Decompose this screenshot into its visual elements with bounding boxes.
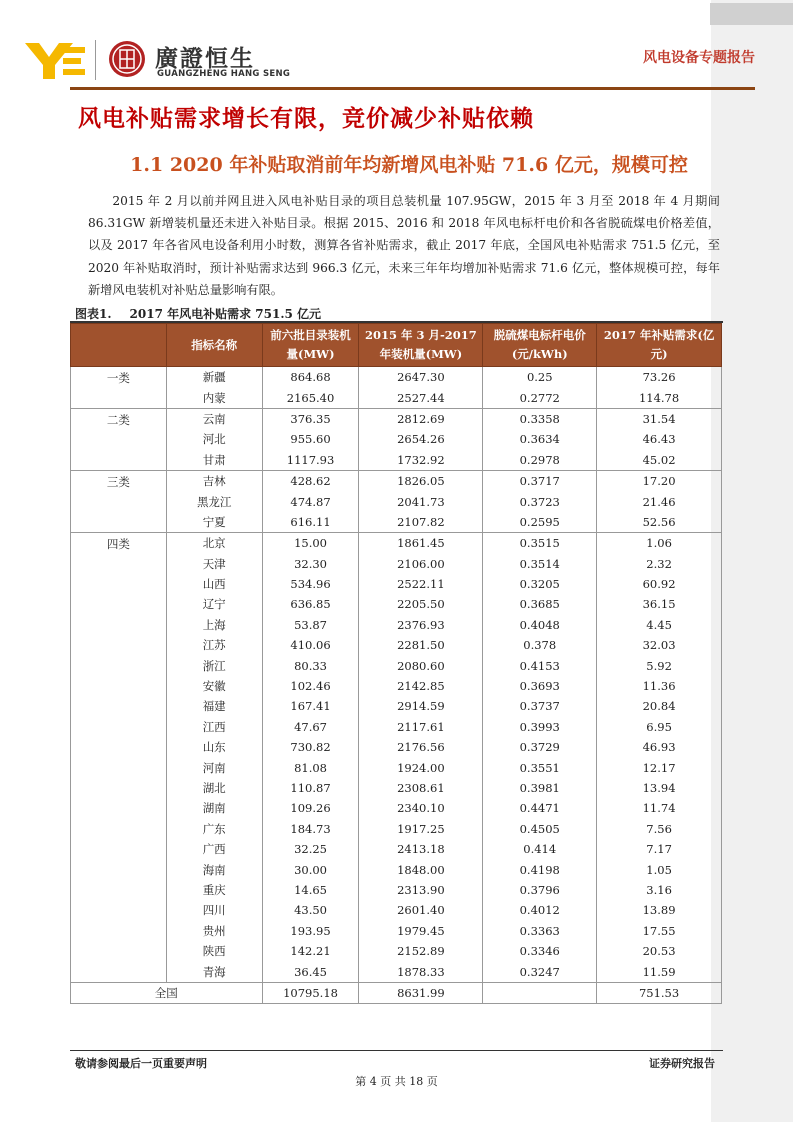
catalog-capacity-cell: 474.87 [262,491,359,511]
header-new-capacity: 2015 年 3 月-2017 年装机量(MW) [359,324,483,367]
province-cell: 黑龙江 [166,491,262,511]
subsidy-cell: 11.59 [597,961,722,982]
table-row [71,655,722,675]
catalog-capacity-cell: 2165.40 [262,387,359,408]
table-row [71,778,722,798]
subsidy-cell: 13.89 [597,900,722,920]
coal-price-cell: 0.3685 [483,594,597,614]
coal-price-cell: 0.3551 [483,757,597,777]
coal-price-cell: 0.3729 [483,737,597,757]
coal-price-cell: 0.3737 [483,696,597,716]
new-capacity-cell: 2176.56 [359,737,483,757]
province-cell: 北京 [166,533,262,554]
total-coal-price [483,982,597,1003]
new-capacity-cell: 2308.61 [359,778,483,798]
category-cell: 四类 [71,533,167,983]
table-row [71,615,722,635]
header-subsidy-demand: 2017 年补贴需求(亿元) [597,324,722,367]
coal-price-cell: 0.2595 [483,512,597,533]
province-cell: 山西 [166,574,262,594]
section-heading-text: 1.1 2020 年补贴取消前年均新增风电补贴 71.6 亿元，规模可控 [130,154,688,176]
body-text [88,190,720,301]
catalog-capacity-cell: 955.60 [262,429,359,449]
coal-price-cell: 0.3363 [483,921,597,941]
total-catalog-capacity: 10795.18 [262,982,359,1003]
subsidy-cell: 114.78 [597,387,722,408]
page-title: 风电补贴需求增长有限，竞价减少补贴依赖 [78,106,534,132]
new-capacity-cell: 2106.00 [359,554,483,574]
coal-price-cell: 0.3993 [483,717,597,737]
new-capacity-cell: 2413.18 [359,839,483,859]
table-row [71,717,722,737]
coal-price-cell: 0.378 [483,635,597,655]
new-capacity-cell: 2205.50 [359,594,483,614]
new-capacity-cell: 1878.33 [359,961,483,982]
province-cell: 吉林 [166,470,262,491]
subsidy-cell: 36.15 [597,594,722,614]
province-cell: 宁夏 [166,512,262,533]
table-row [71,839,722,859]
catalog-capacity-cell: 81.08 [262,757,359,777]
subsidy-cell: 20.84 [597,696,722,716]
new-capacity-cell: 2647.30 [359,367,483,388]
table-row [71,450,722,471]
coal-price-cell: 0.3693 [483,676,597,696]
subsidy-cell: 7.17 [597,839,722,859]
subsidy-cell: 11.36 [597,676,722,696]
province-cell: 云南 [166,408,262,429]
catalog-capacity-cell: 15.00 [262,533,359,554]
province-cell: 海南 [166,859,262,879]
table-row [71,941,722,961]
table-row [71,533,722,554]
table-header-row [71,324,722,367]
province-cell: 陕西 [166,941,262,961]
province-cell: 湖南 [166,798,262,818]
header-category [71,324,167,367]
figure-title: 2017 年风电补贴需求 751.5 亿元 [129,307,322,321]
table-row [71,961,722,982]
table-row [71,880,722,900]
table-total-row [71,982,722,1003]
coal-price-cell: 0.3346 [483,941,597,961]
catalog-capacity-cell: 53.87 [262,615,359,635]
table-row [71,367,722,388]
page-header [25,38,755,83]
new-capacity-cell: 2142.85 [359,676,483,696]
coal-price-cell: 0.414 [483,839,597,859]
subsidy-cell: 5.92 [597,655,722,675]
table-row [71,574,722,594]
header-indicator: 指标名称 [166,324,262,367]
figure-caption [75,305,321,322]
table-row [71,859,722,879]
subsidy-cell: 45.02 [597,450,722,471]
catalog-capacity-cell: 167.41 [262,696,359,716]
catalog-capacity-cell: 30.00 [262,859,359,879]
province-cell: 广东 [166,819,262,839]
footer-disclaimer: 敬请参阅最后一页重要声明 [75,1057,207,1070]
table-row [71,512,722,533]
subsidy-cell: 31.54 [597,408,722,429]
new-capacity-cell: 2376.93 [359,615,483,635]
catalog-capacity-cell: 864.68 [262,367,359,388]
new-capacity-cell: 2340.10 [359,798,483,818]
catalog-capacity-cell: 142.21 [262,941,359,961]
subsidy-cell: 13.94 [597,778,722,798]
coal-price-cell: 0.3717 [483,470,597,491]
province-cell: 甘肃 [166,450,262,471]
subsidy-cell: 1.06 [597,533,722,554]
new-capacity-cell: 2313.90 [359,880,483,900]
table-row [71,737,722,757]
coal-price-cell: 0.2772 [483,387,597,408]
coal-price-cell: 0.3514 [483,554,597,574]
subsidy-cell: 2.32 [597,554,722,574]
new-capacity-cell: 2107.82 [359,512,483,533]
coal-price-cell: 0.4012 [483,900,597,920]
catalog-capacity-cell: 80.33 [262,655,359,675]
subsidy-cell: 32.03 [597,635,722,655]
report-type-label: 风电设备专题报告 [643,50,755,66]
footer-divider [70,1050,723,1051]
seal-logo-icon [108,40,146,78]
province-cell: 青海 [166,961,262,982]
table-row [71,408,722,429]
catalog-capacity-cell: 1117.93 [262,450,359,471]
footer-report-label: 证券研究报告 [649,1057,715,1070]
catalog-capacity-cell: 43.50 [262,900,359,920]
coal-price-cell: 0.2978 [483,450,597,471]
table-row [71,798,722,818]
table-row [71,429,722,449]
catalog-capacity-cell: 32.30 [262,554,359,574]
province-cell: 广西 [166,839,262,859]
category-cell: 一类 [71,367,167,409]
coal-price-cell: 0.4048 [483,615,597,635]
province-cell: 山东 [166,737,262,757]
catalog-capacity-cell: 47.67 [262,717,359,737]
province-cell: 贵州 [166,921,262,941]
coal-price-cell: 0.3723 [483,491,597,511]
catalog-capacity-cell: 616.11 [262,512,359,533]
new-capacity-cell: 1861.45 [359,533,483,554]
coal-price-cell: 0.3981 [483,778,597,798]
subsidy-cell: 6.95 [597,717,722,737]
table-row [71,819,722,839]
province-cell: 安徽 [166,676,262,696]
subsidy-cell: 12.17 [597,757,722,777]
subsidy-cell: 7.56 [597,819,722,839]
new-capacity-cell: 2601.40 [359,900,483,920]
province-cell: 内蒙 [166,387,262,408]
new-capacity-cell: 2041.73 [359,491,483,511]
catalog-capacity-cell: 193.95 [262,921,359,941]
province-cell: 上海 [166,615,262,635]
new-capacity-cell: 1917.25 [359,819,483,839]
province-cell: 辽宁 [166,594,262,614]
new-capacity-cell: 1979.45 [359,921,483,941]
province-cell: 新疆 [166,367,262,388]
catalog-capacity-cell: 110.87 [262,778,359,798]
catalog-capacity-cell: 109.26 [262,798,359,818]
catalog-capacity-cell: 184.73 [262,819,359,839]
total-new-capacity: 8631.99 [359,982,483,1003]
catalog-capacity-cell: 534.96 [262,574,359,594]
catalog-capacity-cell: 428.62 [262,470,359,491]
catalog-capacity-cell: 636.85 [262,594,359,614]
new-capacity-cell: 2812.69 [359,408,483,429]
coal-price-cell: 0.3796 [483,880,597,900]
subsidy-cell: 73.26 [597,367,722,388]
province-cell: 江苏 [166,635,262,655]
coal-price-cell: 0.4198 [483,859,597,879]
coal-price-cell: 0.3205 [483,574,597,594]
subsidy-cell: 60.92 [597,574,722,594]
table-row [71,696,722,716]
total-subsidy: 751.53 [597,982,722,1003]
coal-price-cell: 0.4505 [483,819,597,839]
section-heading [0,150,793,177]
figure-number: 图表1. [75,307,112,321]
subsidy-cell: 4.45 [597,615,722,635]
header-divider [70,87,755,90]
logo-separator [95,40,96,80]
header-catalog-capacity: 前六批目录装机量(MW) [262,324,359,367]
subsidy-table [70,323,722,1004]
coal-price-cell: 0.25 [483,367,597,388]
header-coal-price: 脱硫煤电标杆电价(元/kWh) [483,324,597,367]
province-cell: 浙江 [166,655,262,675]
province-cell: 河南 [166,757,262,777]
category-cell: 二类 [71,408,167,470]
new-capacity-cell: 1848.00 [359,859,483,879]
catalog-capacity-cell: 32.25 [262,839,359,859]
subsidy-cell: 3.16 [597,880,722,900]
brand-english-name: GUANGZHENG HANG SENG [157,69,291,79]
category-cell: 三类 [71,470,167,532]
new-capacity-cell: 2117.61 [359,717,483,737]
table-row [71,635,722,655]
table-row [71,921,722,941]
catalog-capacity-cell: 410.06 [262,635,359,655]
province-cell: 湖北 [166,778,262,798]
coal-price-cell: 0.4471 [483,798,597,818]
subsidy-cell: 21.46 [597,491,722,511]
new-capacity-cell: 1924.00 [359,757,483,777]
subsidy-cell: 1.05 [597,859,722,879]
table-body [71,367,722,1004]
body-paragraph: 2015 年 2 月以前并网且进入风电补贴目录的项目总装机量 107.95GW，2015 年 3 月至 2018 年 4 月期间 86.31GW 新增装机量还未进入补贴目录。根据 2015、2016 和 2018 年风电标杆电价和各省脱硫煤电价格差值，以及 2017 年各省风电设备利用小时数，测算各省补贴需求，截止 2017 年底，全国风电补贴需求 751.5 亿元，至 2020 年补贴取消时，预计补贴需求达到 966.3 亿元，未来三年年均增加补贴需求 71.6 亿元，整体规模可控，每年新增风电装机对补贴总量影响有限。 [88,194,720,297]
subsidy-cell: 17.55 [597,921,722,941]
new-capacity-cell: 2914.59 [359,696,483,716]
province-cell: 重庆 [166,880,262,900]
coal-price-cell: 0.3247 [483,961,597,982]
new-capacity-cell: 2527.44 [359,387,483,408]
new-capacity-cell: 2080.60 [359,655,483,675]
table-row [71,757,722,777]
new-capacity-cell: 2281.50 [359,635,483,655]
brand-name: 廣證恒生 [155,46,255,72]
coal-price-cell: 0.3515 [483,533,597,554]
coal-price-cell: 0.3358 [483,408,597,429]
new-capacity-cell: 1826.05 [359,470,483,491]
new-capacity-cell: 2654.26 [359,429,483,449]
subsidy-cell: 20.53 [597,941,722,961]
ye-logo-icon [25,43,85,79]
province-cell: 天津 [166,554,262,574]
catalog-capacity-cell: 14.65 [262,880,359,900]
subsidy-cell: 46.43 [597,429,722,449]
new-capacity-cell: 2152.89 [359,941,483,961]
subsidy-cell: 11.74 [597,798,722,818]
new-capacity-cell: 1732.92 [359,450,483,471]
subsidy-cell: 52.56 [597,512,722,533]
catalog-capacity-cell: 36.45 [262,961,359,982]
catalog-capacity-cell: 102.46 [262,676,359,696]
coal-price-cell: 0.4153 [483,655,597,675]
table-row [71,470,722,491]
table-row [71,676,722,696]
total-label: 全国 [71,982,263,1003]
page-number: 第 4 页 共 18 页 [355,1075,438,1088]
table-row [71,594,722,614]
province-cell: 福建 [166,696,262,716]
table-row [71,491,722,511]
catalog-capacity-cell: 376.35 [262,408,359,429]
province-cell: 江西 [166,717,262,737]
province-cell: 河北 [166,429,262,449]
table-row [71,387,722,408]
new-capacity-cell: 2522.11 [359,574,483,594]
page-top-tab [710,3,793,25]
catalog-capacity-cell: 730.82 [262,737,359,757]
province-cell: 四川 [166,900,262,920]
table-row [71,554,722,574]
table-row [71,900,722,920]
subsidy-cell: 17.20 [597,470,722,491]
coal-price-cell: 0.3634 [483,429,597,449]
subsidy-cell: 46.93 [597,737,722,757]
